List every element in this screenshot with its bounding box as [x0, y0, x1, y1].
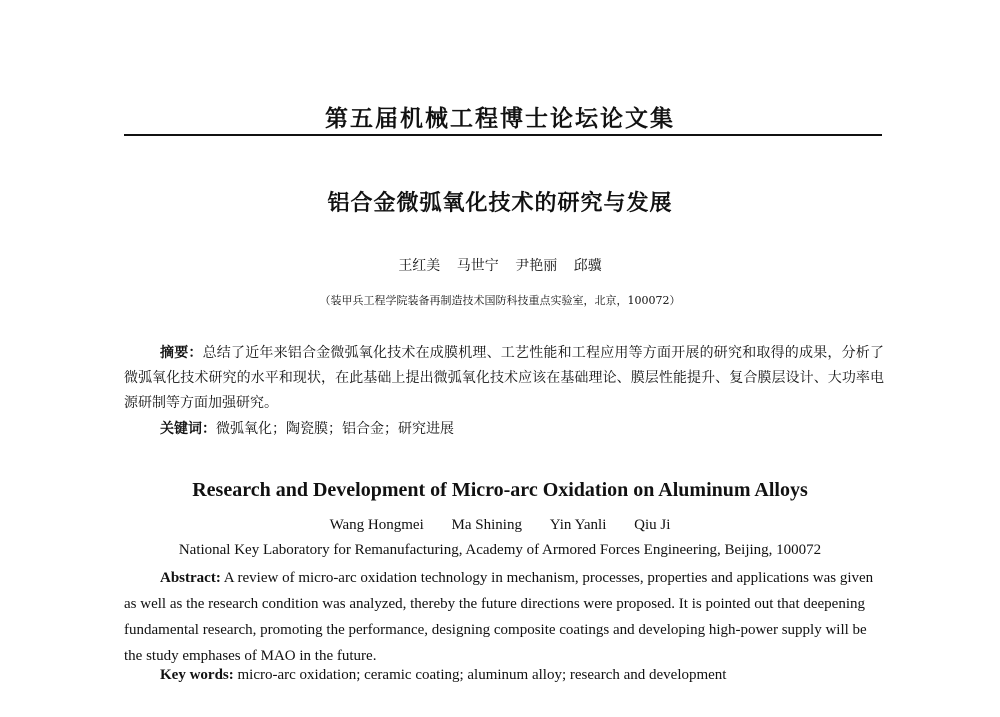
- en-abstract-label: Abstract:: [160, 570, 221, 586]
- en-affiliation: National Key Laboratory for Remanufacturing, Academy of Armored Forces Engineering, Beijing, 100072: [178, 542, 822, 558]
- cn-abstract-text: 总结了近年来铝合金微弧氧化技术在成膜机理、工艺性能和工程应用等方面开展的研究和取得的成果，分析了微弧氧化技术研究的水平和现状，在此基础上提出微弧氧化技术应该在基础理论、膜层性能提升、复合膜层设计、大功率电源研制等方面加强研究。: [124, 345, 885, 411]
- cn-author: 马世宁: [456, 258, 499, 274]
- cn-abstract: [124, 341, 884, 416]
- cn-paper-title: 铝合金微弧氧化技术的研究与发展: [327, 190, 673, 216]
- en-author: Ma Shining: [451, 517, 522, 533]
- cn-affiliation: （装甲兵工程学院装备再制造技术国防科技重点实验室，北京，100072）: [319, 294, 681, 307]
- en-keywords-text: micro-arc oxidation; ceramic coating; aluminum alloy; research and development: [237, 667, 727, 683]
- en-abstract: [124, 565, 884, 669]
- cn-keywords-label: 关键词：: [160, 421, 216, 437]
- cn-abstract-label: 摘要：: [160, 345, 203, 361]
- en-abstract-text: A review of micro-arc oxidation technology in mechanism, processes, properties and applications was given as well as the research condition was analyzed, thereby the future directions were proposed. It is pointed out that deepening fundamental research, promoting the performance, designing composite coatings and developing high-power supply will be the study emphases of MAO in the future.: [124, 570, 874, 664]
- en-authors: [0, 517, 1000, 534]
- en-author: Qiu Ji: [634, 517, 671, 533]
- proceedings-title: 第五届机械工程博士论坛论文集: [325, 105, 675, 132]
- en-author: Yin Yanli: [549, 517, 607, 533]
- cn-keywords: [160, 418, 454, 438]
- en-author: Wang Hongmei: [329, 517, 424, 533]
- en-keywords: [160, 667, 726, 684]
- cn-author: 尹艳丽: [515, 258, 558, 274]
- en-paper-title: Research and Development of Micro-arc Oxidation on Aluminum Alloys: [192, 479, 808, 501]
- cn-keywords-text: 微弧氧化；陶瓷膜；铝合金；研究进展: [216, 421, 454, 437]
- cn-author: 王红美: [398, 258, 441, 274]
- cn-authors: [0, 255, 1000, 275]
- header-rule: [124, 134, 882, 136]
- en-keywords-label: Key words:: [160, 667, 234, 683]
- cn-author: 邱骥: [573, 258, 602, 274]
